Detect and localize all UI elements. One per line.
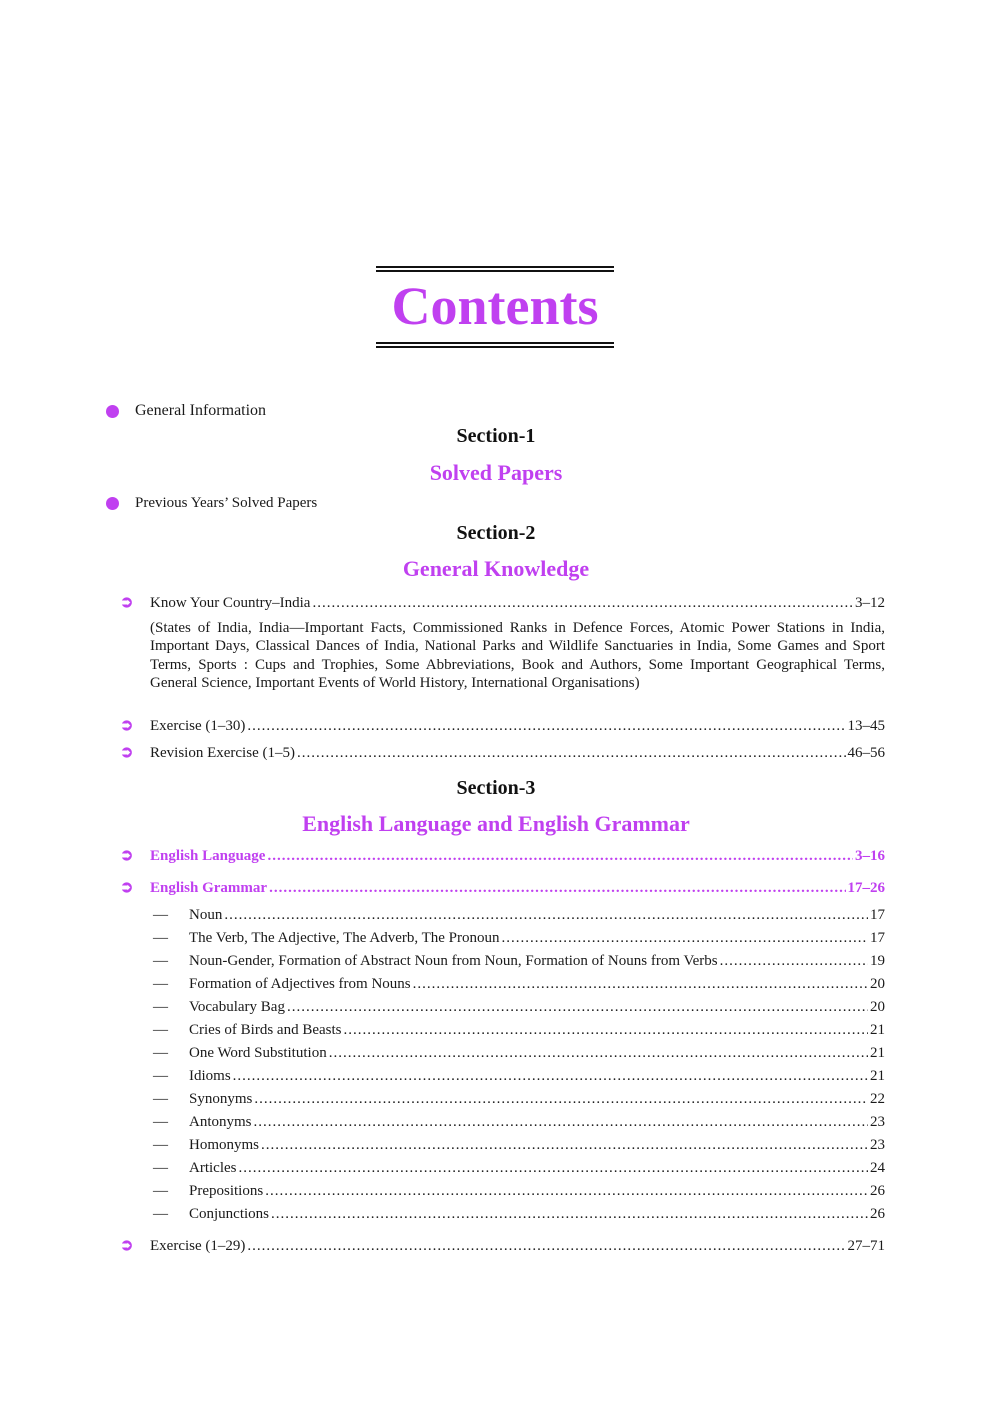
arrow-icon: ➲ [120, 744, 134, 761]
dash-icon: — [153, 1160, 168, 1176]
dot-leader [343, 1022, 868, 1039]
entry-pages: 17 [870, 907, 885, 923]
dash-icon: — [153, 953, 168, 969]
dot-leader [238, 1160, 868, 1177]
section2-heading: Section-2 [456, 522, 536, 544]
arrow-icon: ➲ [120, 717, 134, 734]
arrow-icon: ➲ [120, 1237, 134, 1254]
section2-entry-exercise[interactable] [120, 715, 885, 738]
section1-heading: Section-1 [456, 425, 536, 447]
entry-pages: 17 [870, 930, 885, 946]
list-item[interactable] [120, 907, 885, 930]
dot-leader [287, 999, 868, 1016]
section2-entry-revision[interactable] [120, 742, 885, 765]
dot-leader [247, 1238, 845, 1255]
section2-entry-know-your-country[interactable] [120, 592, 885, 615]
entry-label: Articles [189, 1160, 237, 1176]
entry-label: Synonyms [189, 1091, 253, 1107]
list-item[interactable] [120, 930, 885, 953]
dash-icon: — [153, 1022, 168, 1038]
dash-icon: — [153, 1045, 168, 1061]
dot-leader [297, 745, 846, 762]
arrow-icon: ➲ [120, 879, 134, 896]
list-item[interactable] [120, 1091, 885, 1114]
entry-pages: 21 [870, 1045, 885, 1061]
arrow-icon: ➲ [120, 847, 134, 864]
section3-entry-exercise[interactable] [120, 1235, 885, 1258]
solved-papers-entry[interactable] [106, 495, 317, 512]
entry-label: Noun-Gender, Formation of Abstract Noun from Noun, Formation of Nouns from Verbs [189, 953, 718, 969]
dot-leader [265, 1183, 868, 1200]
bullet-icon [106, 405, 119, 418]
dot-leader [254, 1114, 868, 1131]
dash-icon: — [153, 930, 168, 946]
bullet-icon [106, 497, 119, 510]
entry-label: Conjunctions [189, 1206, 270, 1222]
entry-label: English Grammar [150, 880, 268, 896]
entry-pages: 26 [870, 1183, 885, 1199]
entry-pages: 46–56 [847, 745, 885, 761]
entry-pages: 13–45 [847, 718, 885, 734]
dash-icon: — [153, 1206, 168, 1222]
entry-label: Revision Exercise (1–5) [150, 745, 295, 761]
dot-leader [261, 1137, 868, 1154]
list-item[interactable] [120, 1206, 885, 1229]
entry-label: Vocabulary Bag [189, 999, 285, 1015]
entry-pages: 21 [870, 1022, 885, 1038]
entry-pages: 24 [870, 1160, 885, 1176]
entry-label: One Word Substitution [189, 1045, 327, 1061]
section2-title: General Knowledge [402, 556, 590, 581]
entry-pages: 3–16 [855, 848, 885, 864]
dash-icon: — [153, 1068, 168, 1084]
arrow-icon: ➲ [120, 594, 134, 611]
list-item[interactable] [120, 999, 885, 1022]
entry-label: Antonyms [189, 1114, 252, 1130]
list-item[interactable] [120, 1068, 885, 1091]
dot-leader [224, 907, 868, 924]
solved-papers-label: Previous Years’ Solved Papers [135, 495, 318, 511]
list-item[interactable] [120, 1160, 885, 1183]
entry-label: Cries of Birds and Beasts [189, 1022, 342, 1038]
dash-icon: — [153, 1091, 168, 1107]
dot-leader [413, 976, 868, 993]
entry-label: Exercise (1–29) [150, 1238, 246, 1254]
entry-pages: 23 [870, 1137, 885, 1153]
dot-leader [269, 880, 845, 897]
dash-icon: — [153, 1114, 168, 1130]
entry-label: Idioms [189, 1068, 231, 1084]
list-item[interactable] [120, 1137, 885, 1160]
entry-label: Formation of Adjectives from Nouns [189, 976, 411, 992]
dot-leader [271, 1206, 868, 1223]
entry-label: Know Your Country–India [150, 595, 311, 611]
section3-entry-english-grammar[interactable] [120, 877, 885, 900]
section3-title: English Language and English Grammar [302, 811, 690, 836]
section2-description: (States of India, India—Important Facts, Commissioned Ranks in Defence Forces, Atomic Power Stations in India, Important Days, Classical Dances of India, National Parks and Wildlife Sanctuaries in India, Some Games and Sport Terms, Sports : Cups and Trophies, Some Abbreviations, Book and Authors, Some Important Geographical Terms, General Science, Important Events of World History, International Organisations) [150, 620, 885, 692]
entry-pages: 20 [870, 976, 885, 992]
dash-icon: — [153, 1183, 168, 1199]
entry-label: Noun [189, 907, 223, 923]
dash-icon: — [153, 976, 168, 992]
dash-icon: — [153, 1137, 168, 1153]
title-block [376, 266, 614, 348]
dash-icon: — [153, 999, 168, 1015]
section3-entry-english-language[interactable] [120, 845, 885, 868]
entry-label: The Verb, The Adjective, The Adverb, The Pronoun [189, 930, 500, 946]
section1-title: Solved Papers [429, 460, 563, 485]
entry-pages: 20 [870, 999, 885, 1015]
list-item[interactable] [120, 1022, 885, 1045]
grammar-sub-list [120, 907, 885, 1229]
entry-pages: 21 [870, 1068, 885, 1084]
list-item[interactable] [120, 1183, 885, 1206]
dot-leader [254, 1091, 868, 1108]
dot-leader [233, 1068, 868, 1085]
entry-label: Prepositions [189, 1183, 264, 1199]
entry-pages: 26 [870, 1206, 885, 1222]
list-item[interactable] [120, 976, 885, 999]
dot-leader [312, 595, 853, 612]
bottom-rule [376, 346, 614, 348]
list-item[interactable] [120, 953, 885, 976]
list-item[interactable] [120, 1114, 885, 1137]
dash-icon: — [153, 907, 168, 923]
entry-label: Homonyms [189, 1137, 260, 1153]
entry-pages: 22 [870, 1091, 885, 1107]
dot-leader [329, 1045, 868, 1062]
entry-pages: 19 [870, 953, 885, 969]
list-item[interactable] [120, 1045, 885, 1068]
entry-pages: 3–12 [855, 595, 885, 611]
entry-pages: 27–71 [847, 1238, 885, 1254]
dot-leader [720, 953, 868, 970]
dot-leader [267, 848, 853, 865]
entry-label: English Language [150, 848, 266, 864]
entry-label: Exercise (1–30) [150, 718, 246, 734]
section3-heading: Section-3 [456, 777, 536, 799]
entry-pages: 17–26 [847, 880, 885, 896]
page-title: Contents [391, 276, 599, 336]
general-info-entry[interactable] [106, 402, 266, 420]
dot-leader [502, 930, 869, 947]
top-rule-inner [376, 270, 614, 272]
general-info-label: General Information [135, 402, 267, 419]
dot-leader [247, 718, 845, 735]
entry-pages: 23 [870, 1114, 885, 1130]
